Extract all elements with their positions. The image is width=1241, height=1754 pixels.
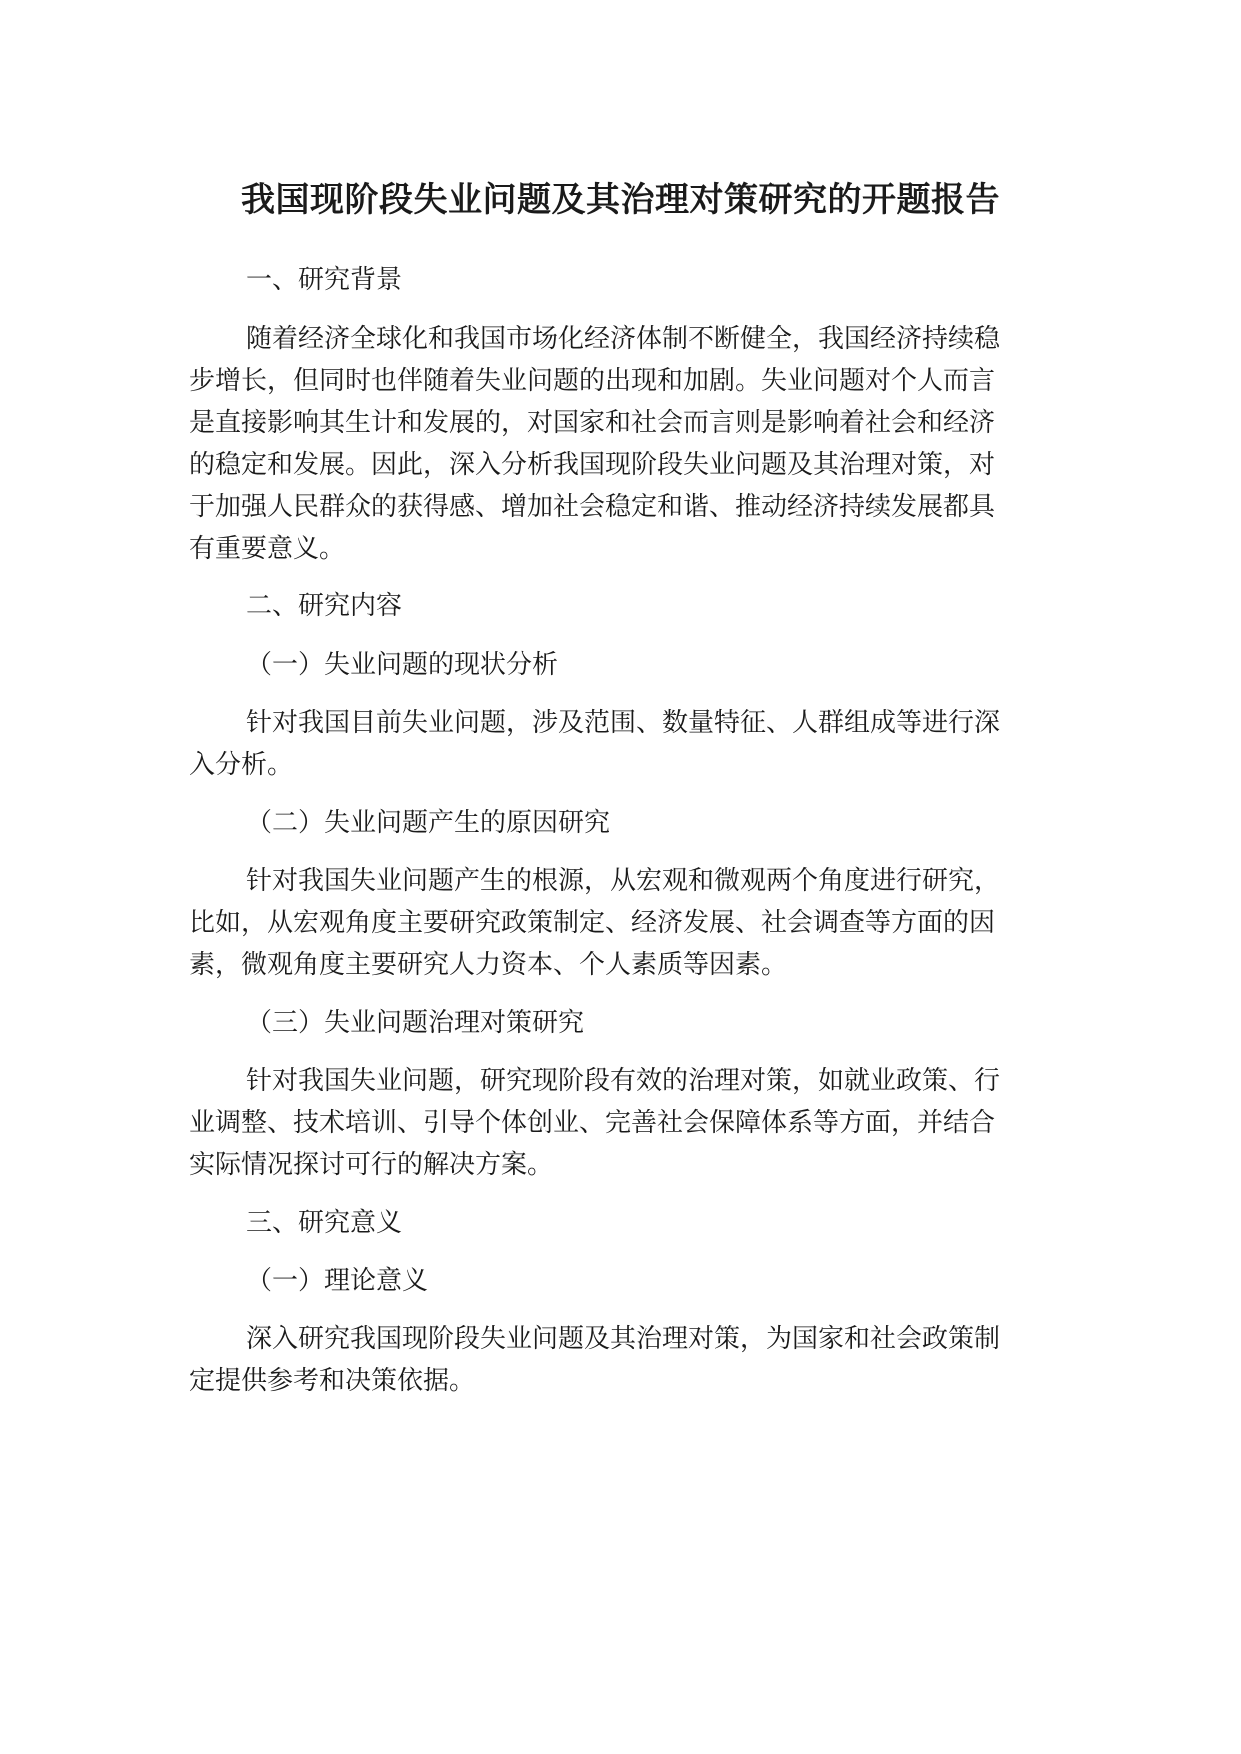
- paragraph-line: 针对我国目前失业问题，涉及范围、数量特征、人群组成等进行深: [246, 708, 1001, 738]
- paragraph-line: 针对我国失业问题，研究现阶段有效的治理对策，如就业政策、行: [246, 1066, 1001, 1096]
- section-heading-background: 一、研究背景: [246, 265, 403, 295]
- subsection-heading: （一）理论意义: [246, 1266, 429, 1296]
- paragraph-line: 实际情况探讨可行的解决方案。: [189, 1150, 554, 1180]
- paragraph-line: 于加强人民群众的获得感、增加社会稳定和谐、推动经济持续发展都具: [189, 492, 996, 522]
- paragraph-line: 步增长，但同时也伴随着失业问题的出现和加剧。失业问题对个人而言: [189, 366, 996, 396]
- section-heading-significance: 三、研究意义: [246, 1208, 403, 1238]
- paragraph-line: 有重要意义。: [189, 534, 346, 564]
- paragraph-line: 入分析。: [189, 750, 294, 780]
- document-title: 我国现阶段失业问题及其治理对策研究的开题报告: [241, 180, 1000, 220]
- paragraph-line: 的稳定和发展。因此，深入分析我国现阶段失业问题及其治理对策，对: [189, 450, 996, 480]
- section-heading-content: 二、研究内容: [246, 591, 403, 621]
- subsection-heading: （二）失业问题产生的原因研究: [246, 808, 611, 838]
- paragraph-line: 业调整、技术培训、引导个体创业、完善社会保障体系等方面，并结合: [189, 1108, 996, 1138]
- paragraph-line: 素，微观角度主要研究人力资本、个人素质等因素。: [189, 950, 788, 980]
- subsection-heading: （一）失业问题的现状分析: [246, 650, 559, 680]
- paragraph-line: 针对我国失业问题产生的根源，从宏观和微观两个角度进行研究，: [246, 866, 1001, 896]
- paragraph-line: 随着经济全球化和我国市场化经济体制不断健全，我国经济持续稳: [246, 324, 1001, 354]
- subsection-heading: （三）失业问题治理对策研究: [246, 1008, 585, 1038]
- paragraph-line: 是直接影响其生计和发展的，对国家和社会而言则是影响着社会和经济: [189, 408, 996, 438]
- paragraph-line: 比如，从宏观角度主要研究政策制定、经济发展、社会调查等方面的因: [189, 908, 996, 938]
- paragraph-line: 深入研究我国现阶段失业问题及其治理对策，为国家和社会政策制: [246, 1324, 1001, 1354]
- paragraph-line: 定提供参考和决策依据。: [189, 1366, 476, 1396]
